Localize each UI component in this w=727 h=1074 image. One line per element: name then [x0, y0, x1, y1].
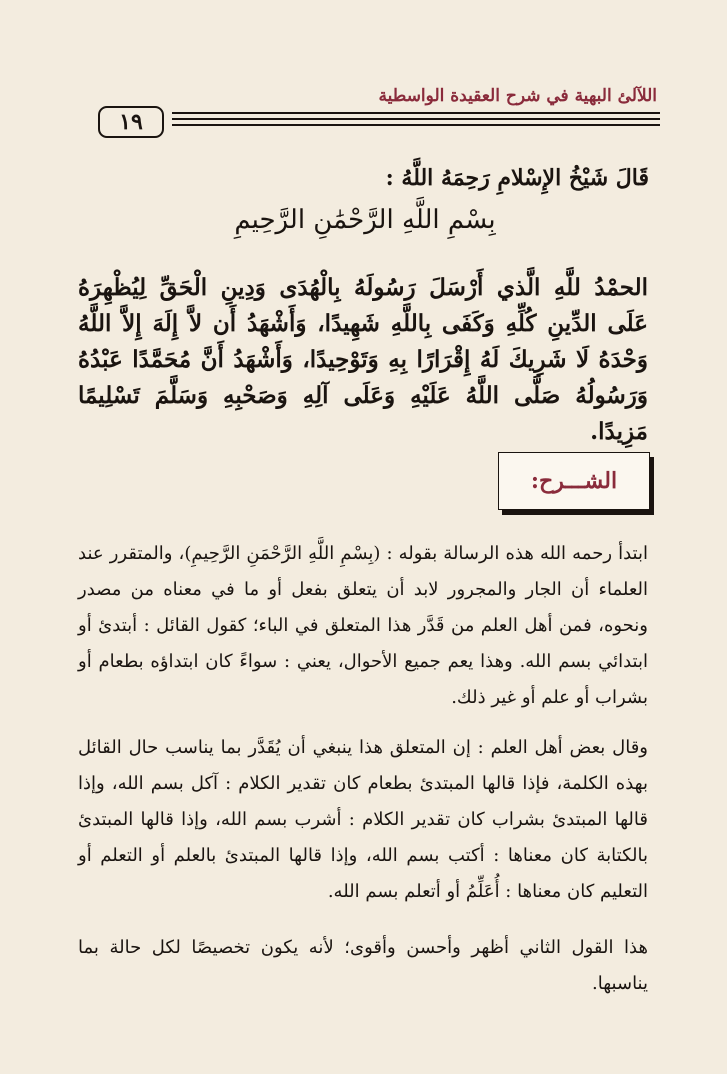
paragraph: وقال بعض أهل العلم : إن المتعلق هذا ينبغي أن يُقَدَّر بما يناسب حال القائل بهذه الكلمة، فإذا قالها المبتدئ بطعام كان تقدير الكلام : آكل بسم الله، وإذا قالها المبتدئ بشراب كان تقدير الكلام : أشرب بسم الله، وإذا قالها المبتدئ بالكتابة كان معناها : أكتب بسم الله، وإذا قالها المبتدئ بالعلم أو التعلم أو التعليم كان معناها : أُعَلِّمُ أو أتعلم بسم الله. [78, 737, 648, 902]
header-rule-line-middle [172, 118, 660, 120]
speaker-heading: قَالَ شَيْخُ الإِسْلامِ رَحِمَهُ اللَّهُ : [385, 165, 649, 191]
header-rule-line-top [172, 112, 660, 114]
matn-text: الحمْدُ للَّهِ الَّذي أَرْسَلَ رَسُولَهُ بِالْهُدَى وَدِينِ الْحَقِّ لِيُظْهِرَهُ عَلَى الدِّينِ كُلِّهِ وَكَفَى بِاللَّهِ شَهِيدًا، وَأَشْهَدُ أَن لاَّ إِلَهَ إِلاَّ اللَّهُ وَحْدَهُ لَا شَرِيكَ لَهُ إِقْرَارًا بِهِ وَتَوْحِيدًا، وَأَشْهَدُ أَنَّ مُحَمَّدًا عَبْدُهُ وَرَسُولُهُ صَلَّى اللَّهُ عَلَيْهِ وَعَلَى آلِهِ وَصَحْبِهِ وَسَلَّمَ تَسْلِيمًا مَزِيدًا. [78, 274, 648, 445]
header-rule-line-bottom [172, 124, 660, 126]
sharh-heading-box [498, 452, 650, 510]
sharh-heading: الشـــرح: [530, 468, 618, 494]
header-rule [172, 108, 660, 128]
basmala: بِسْمِ اللَّهِ الرَّحْمَٰنِ الرَّحِيمِ [234, 205, 496, 235]
paragraph: هذا القول الثاني أظهر وأحسن وأقوى؛ لأنه يكون تخصيصًا لكل حالة بما يناسبها. [78, 937, 648, 994]
page-number: ١٩ [98, 106, 164, 138]
running-title: اللآلئ البهية في شرح العقيدة الواسطية [378, 86, 657, 106]
paragraph: ابتدأ رحمه الله هذه الرسالة بقوله : (بِسْمِ اللَّهِ الرَّحْمَنِ الرَّحِيمِ)، والمتقرر عند العلماء أن الجار والمجرور لابد أن يتعلق بفعل أو ما في معناه من مصدر ونحوه، فمن أهل العلم من قَدَّر هذا المتعلق في الباء؛ كقول القائل : أبتدئ أو ابتدائي بسم الله. وهذا يعم جميع الأحوال، يعني : سواءً كان ابتداؤه بطعام أو بشراب أو علم أو غير ذلك. [78, 543, 648, 708]
